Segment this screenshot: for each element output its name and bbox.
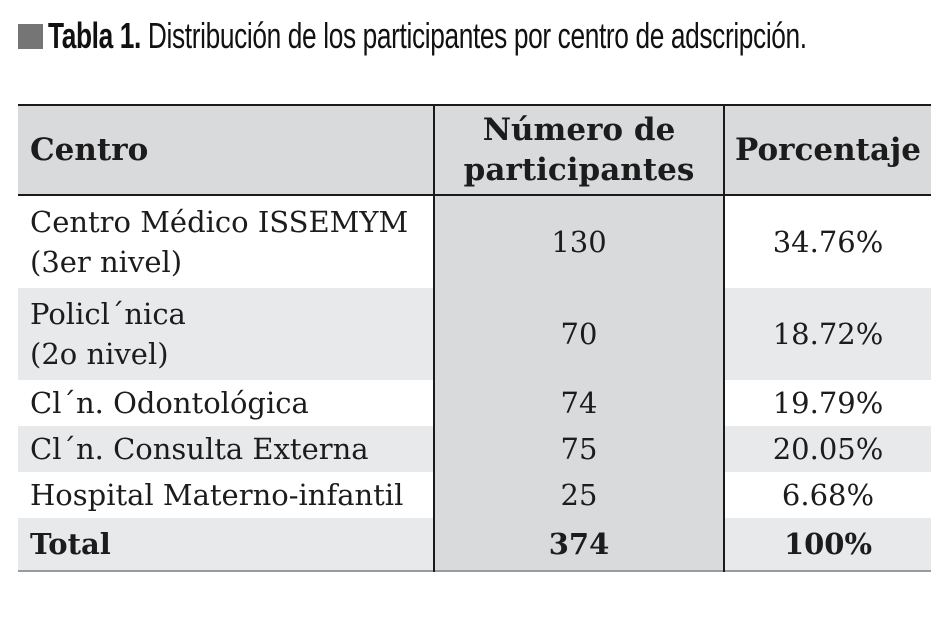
table-row: [18, 472, 931, 518]
cell-participantes: 74: [434, 380, 724, 426]
cell-porcentaje: 34.76%: [772, 225, 884, 259]
column-header-numero-line1: Número de: [482, 112, 676, 148]
table-row: [18, 380, 931, 426]
table-row: [18, 195, 931, 288]
cell-centro: [18, 288, 434, 380]
column-header-numero-participantes: [434, 105, 724, 195]
cell-centro-line1: Policl´nica: [30, 297, 186, 331]
header-row: [18, 105, 931, 195]
table-row-total: [18, 518, 931, 571]
column-header-porcentaje: Porcentaje: [724, 105, 931, 195]
table-caption-title: Distribución de los participantes por centro de adscripción.: [140, 15, 807, 56]
cell-porcentaje: 18.72%: [724, 288, 931, 380]
square-bullet-icon: [18, 24, 43, 49]
cell-centro: Hospital Materno-infantil: [30, 478, 404, 512]
cell-participantes: 130: [434, 195, 724, 288]
cell-centro-line2: (3er nivel): [30, 245, 183, 279]
cell-centro: Cl´n. Consulta Externa: [18, 426, 434, 472]
cell-participantes: 70: [434, 288, 724, 380]
cell-centro: Total: [18, 518, 434, 571]
table-caption-number: Tabla 1.: [48, 15, 141, 56]
cell-porcentaje: 20.05%: [724, 426, 931, 472]
cell-centro-line2: (2o nivel): [30, 337, 169, 371]
cell-porcentaje: 6.68%: [781, 478, 875, 512]
cell-participantes: 75: [434, 426, 724, 472]
table-row: [18, 426, 931, 472]
cell-porcentaje: 100%: [724, 518, 931, 571]
table-caption-text: [48, 16, 807, 56]
column-header-centro: Centro: [18, 105, 434, 195]
participants-table: [18, 104, 931, 572]
cell-centro: [18, 195, 434, 288]
cell-porcentaje: 19.79%: [772, 386, 884, 420]
cell-participantes: 374: [434, 518, 724, 571]
cell-participantes: 25: [434, 472, 724, 518]
cell-centro-line1: Centro Médico ISSEMYM: [30, 205, 409, 239]
column-header-numero-line2: participantes: [463, 152, 695, 188]
table-row: [18, 288, 931, 380]
cell-centro: Cl´n. Odontológica: [30, 386, 309, 420]
